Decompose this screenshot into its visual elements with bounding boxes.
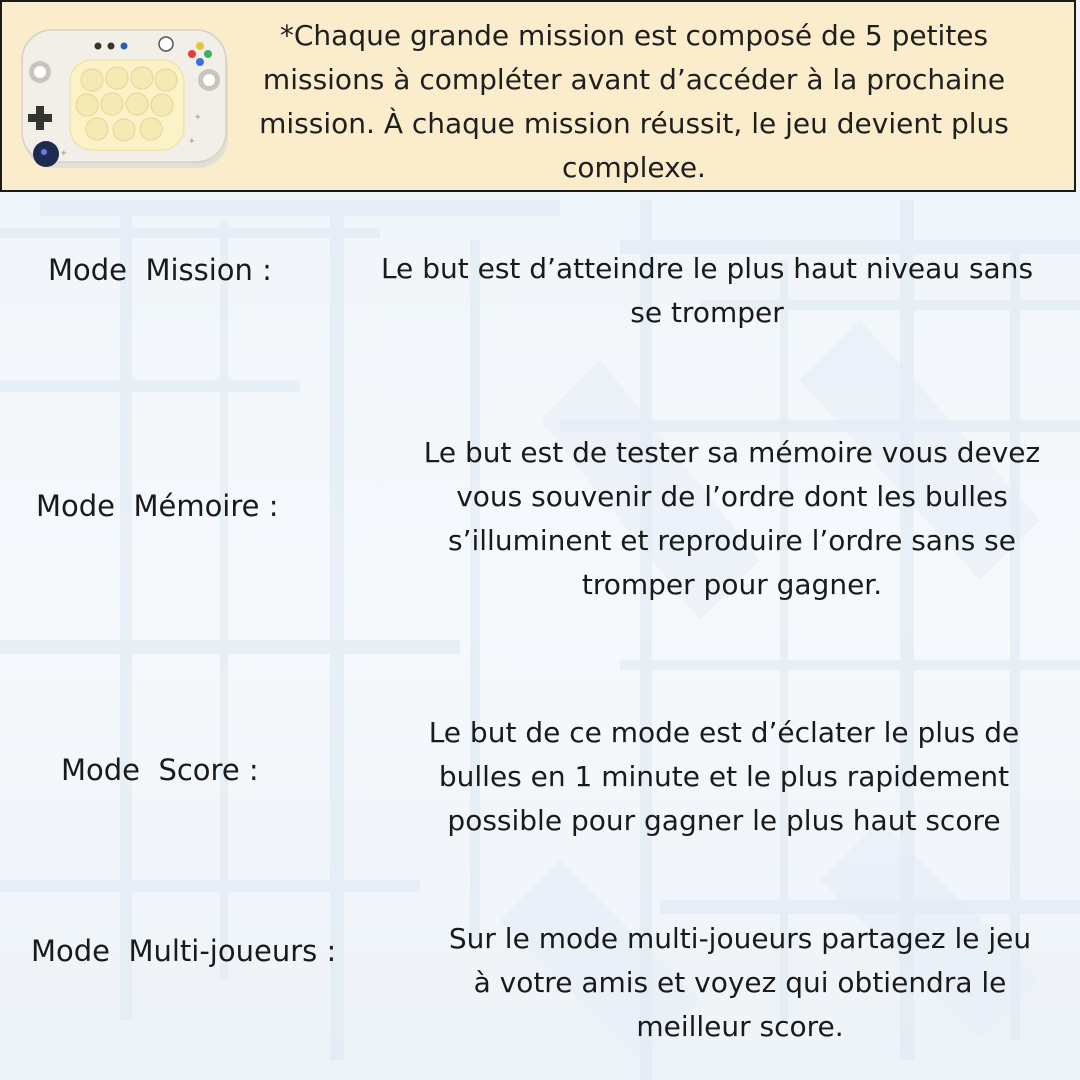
svg-text:✦: ✦	[188, 137, 196, 147]
mode-score-description: Le but de ce mode est d’éclater le plus de bulles en 1 minute et le plus rapidement possible pour gagner le plus haut score	[428, 716, 1020, 837]
mode-mission-description: Le but est d’atteindre le plus haut niveau sans se tromper	[380, 252, 1034, 329]
mode-multijoueurs-label: Mode Multi-joueurs :	[31, 934, 337, 968]
svg-text:✦: ✦	[194, 113, 202, 123]
mode-score-label: Mode Score :	[61, 753, 259, 787]
mission-info-text: *Chaque grande mission est composé de 5 petites missions à compléter avant d’accéder à la prochaine mission. À chaque mission réussit, le jeu devient plus complexe.	[259, 19, 1009, 184]
mode-memoire-label: Mode Mémoire :	[36, 489, 279, 523]
mode-mission-label: Mode Mission :	[48, 253, 272, 287]
pop-it-game-console-image	[20, 24, 232, 179]
mode-memoire-description: Le but est de tester sa mémoire vous devez vous souvenir de l’ordre dont les bulles s’illuminent et reproduire l’ordre sans se tromper pour gagner.	[423, 436, 1041, 601]
mode-multijoueurs-description: Sur le mode multi-joueurs partagez le jeu à votre amis et voyez qui obtiendra le meilleur score.	[448, 922, 1032, 1043]
svg-text:✦: ✦	[60, 149, 68, 159]
mission-info-banner	[0, 0, 1076, 192]
